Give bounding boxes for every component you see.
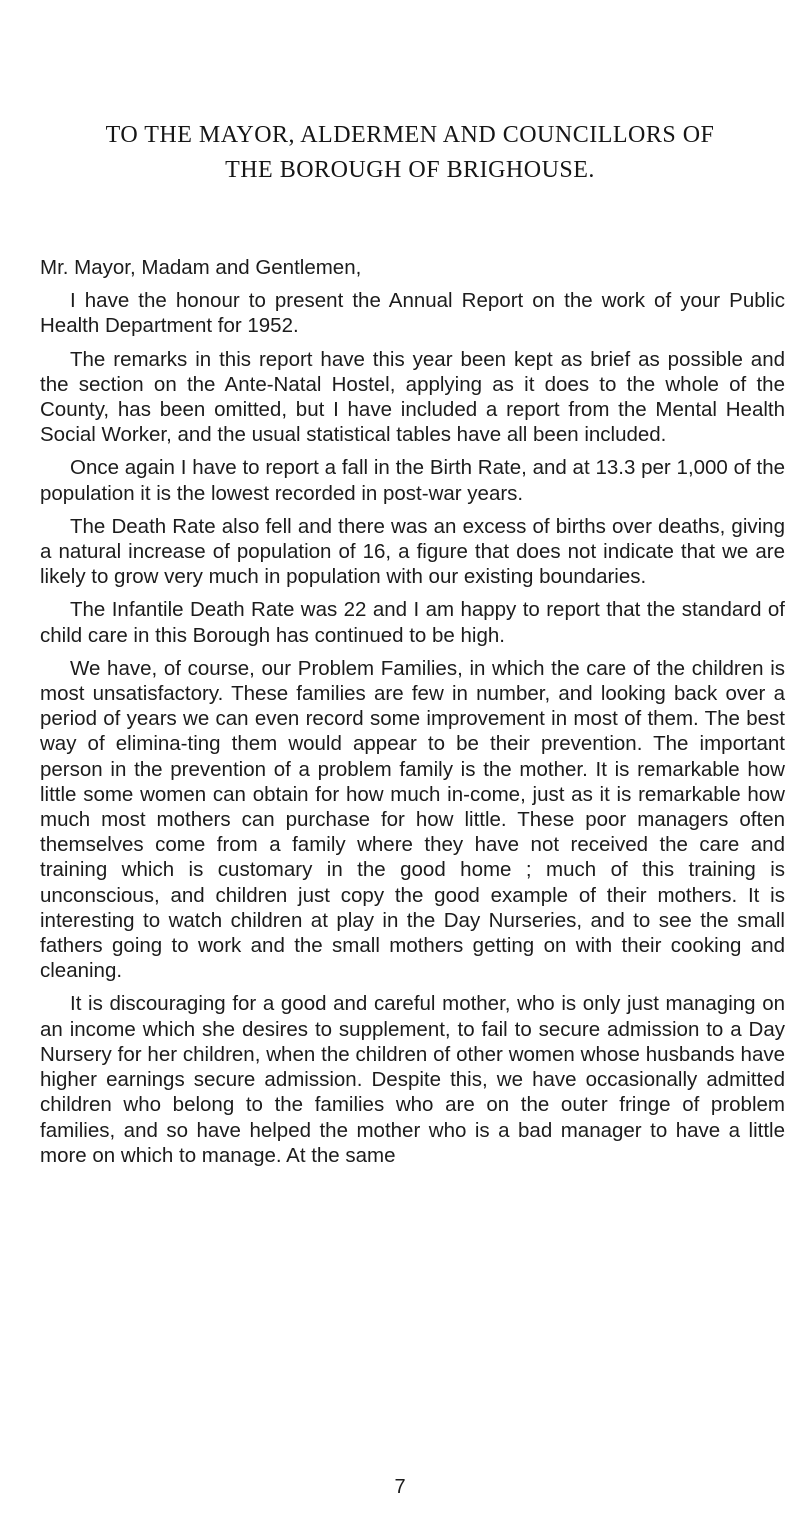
paragraph-birth-rate: Once again I have to report a fall in the Birth Rate, and at 13.3 per 1,000 of the population it is the lowest recorded in post-war years.	[40, 456, 785, 505]
title-line-1: TO THE MAYOR, ALDERMEN AND COUNCILLORS OF	[105, 122, 715, 148]
title-line-2: THE BOROUGH OF BRIGHOUSE.	[225, 157, 595, 183]
paragraph-problem-families: We have, of course, our Problem Families, in which the care of the children is most unsatisfactory. These families are few in number, and looking back over a period of years we can even record some improvement in most of them. The best way of elimina-ting them would appear to be their prevention. The important person in the prevention of a problem family is the mother. It is remarkable how little some women can obtain for how much in-come, just as it is remarkable how much most mothers can purchase for how little. These poor managers often themselves come from a family where they have not received the care and training which is customary in the good home ; much of this training is unconscious, and children just copy the good example of their mothers. It is interesting to watch children at play in the Day Nurseries, and to see the small fathers going to work and the small mothers getting on with their cooking and cleaning.	[40, 656, 785, 983]
paragraph-intro: I have the honour to present the Annual Report on the work of your Public Health Department for 1952.	[40, 289, 785, 338]
paragraph-infantile-death-rate: The Infantile Death Rate was 22 and I am happy to report that the standard of child care in this Borough has continued to be high.	[40, 598, 785, 647]
letter-body	[40, 255, 785, 1176]
page-title	[40, 118, 780, 188]
page-number: 7	[394, 1476, 406, 1498]
paragraph-death-rate: The Death Rate also fell and there was an excess of births over deaths, giving a natural increase of population of 16, a figure that does not indicate that we are likely to grow very much in population with our existing boundaries.	[40, 514, 785, 589]
salutation: Mr. Mayor, Madam and Gentlemen,	[40, 256, 362, 279]
paragraph-remarks: The remarks in this report have this year been kept as brief as possible and the section on the Ante-Natal Hostel, applying as it does to the whole of the County, has been omitted, but I have included a report from the Mental Health Social Worker, and the usual statistical tables have all been included.	[40, 347, 785, 447]
paragraph-day-nurseries: It is discouraging for a good and careful mother, who is only just managing on an income which she desires to supplement, to fail to secure admission to a Day Nursery for her children, when the children of other women whose husbands have higher earnings secure admission. Despite this, we have occasionally admitted children who belong to the families who are on the outer fringe of problem families, and so have helped the mother who is a bad manager to have a little more on which to manage. At the same	[40, 992, 785, 1167]
